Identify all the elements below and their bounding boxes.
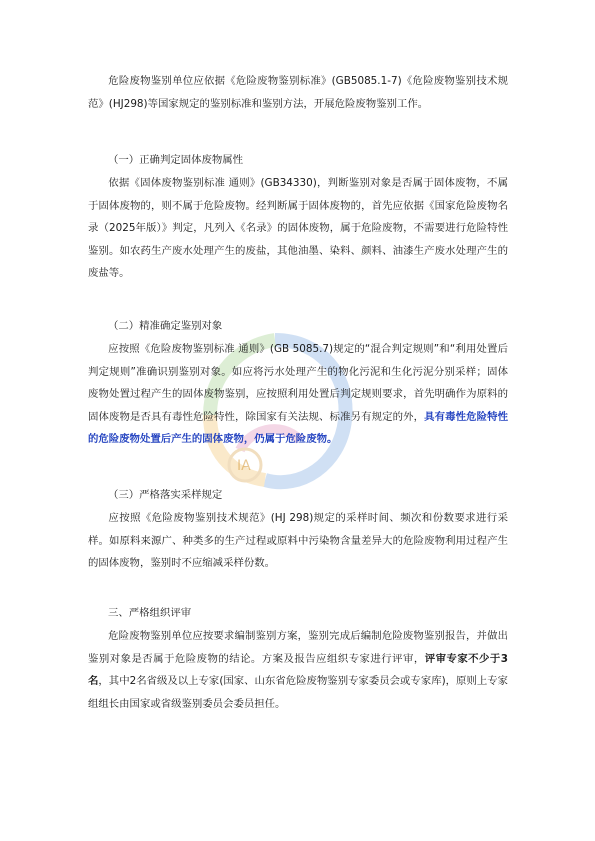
paragraph-solid-waste xyxy=(88,172,508,285)
section-heading-3: （三）严格落实采样规定 xyxy=(108,489,223,501)
section-heading-4: 三、严格组织评审 xyxy=(108,607,192,619)
paragraph-sampling xyxy=(88,507,508,575)
expert-count-emphasis: 评审专家不少于3名 xyxy=(88,652,508,687)
paragraph-review-text-a: 危险废物鉴别单位应按要求编制鉴别方案，鉴别完成后编制危险废物鉴别报告，并做出鉴别对象是否属于危险废物的结论。方案及报告应组织专家进行评审， xyxy=(88,630,508,665)
highlighted-conclusion: 具有毒性危险特性的危险废物处置后产生的固体废物，仍属于危险废物。 xyxy=(88,410,509,445)
section-heading-2: （二）精准确定鉴别对象 xyxy=(108,320,223,332)
paragraph-solid-waste-text: 依据《固体废物鉴别标准 通则》(GB34330)，判断鉴别对象是否属于固体废物，不属于固体废物的，则不属于危险废物。经判断属于固体废物的，首先应依据《国家危险废物名录（2025年版）》判定，凡列入《名录》的固体废物，属于危险废物，不需要进行危险特性鉴别。如农药生产废水处理产生的废盐，其他油墨、染料、颜料、油漆生产废水处理产生的废盐等。 xyxy=(88,177,508,279)
paragraph-review-text-b: ，其中2名省级及以上专家(国家、山东省危险废物鉴别专家委员会或专家库)，原则上专家组组长由国家或省级鉴别委员会委员担任。 xyxy=(88,675,509,710)
watermark-text: IA xyxy=(237,458,251,474)
paragraph-identify-object-text: 应按照《危险废物鉴别标准 通则》(GB 5085.7)规定的“混合判定规则”和“利用处置后判定规则”准确识别鉴别对象。如应将污水处理产生的物化污泥和生化污泥分别采样；固体废物处置过程产生的固体废物鉴别，应按照利用处置后判定规则要求，首先明确作为原料的固体废物是否具有毒性危险特性，除国家有关法规、标准另有规定的外， xyxy=(88,343,508,423)
paragraph-intro-text: 危险废物鉴别单位应依据《危险废物鉴别标准》(GB5085.1-7)《危险废物鉴别技术规范》(HJ298)等国家规定的鉴别标准和鉴别方法，开展危险废物鉴别工作。 xyxy=(88,75,508,110)
paragraph-identify-object xyxy=(88,338,508,451)
paragraph-sampling-text: 应按照《危险废物鉴别技术规范》(HJ 298)规定的采样时间、频次和份数要求进行采样。如原料来源广、种类多的生产过程或原料中污染物含量差异大的危险废物利用过程产生的固体废物，鉴别时不应缩减采样份数。 xyxy=(88,512,508,569)
paragraph-intro xyxy=(88,70,508,115)
paragraph-review xyxy=(88,625,508,715)
section-heading-1: （一）正确判定固体废物属性 xyxy=(108,154,244,166)
